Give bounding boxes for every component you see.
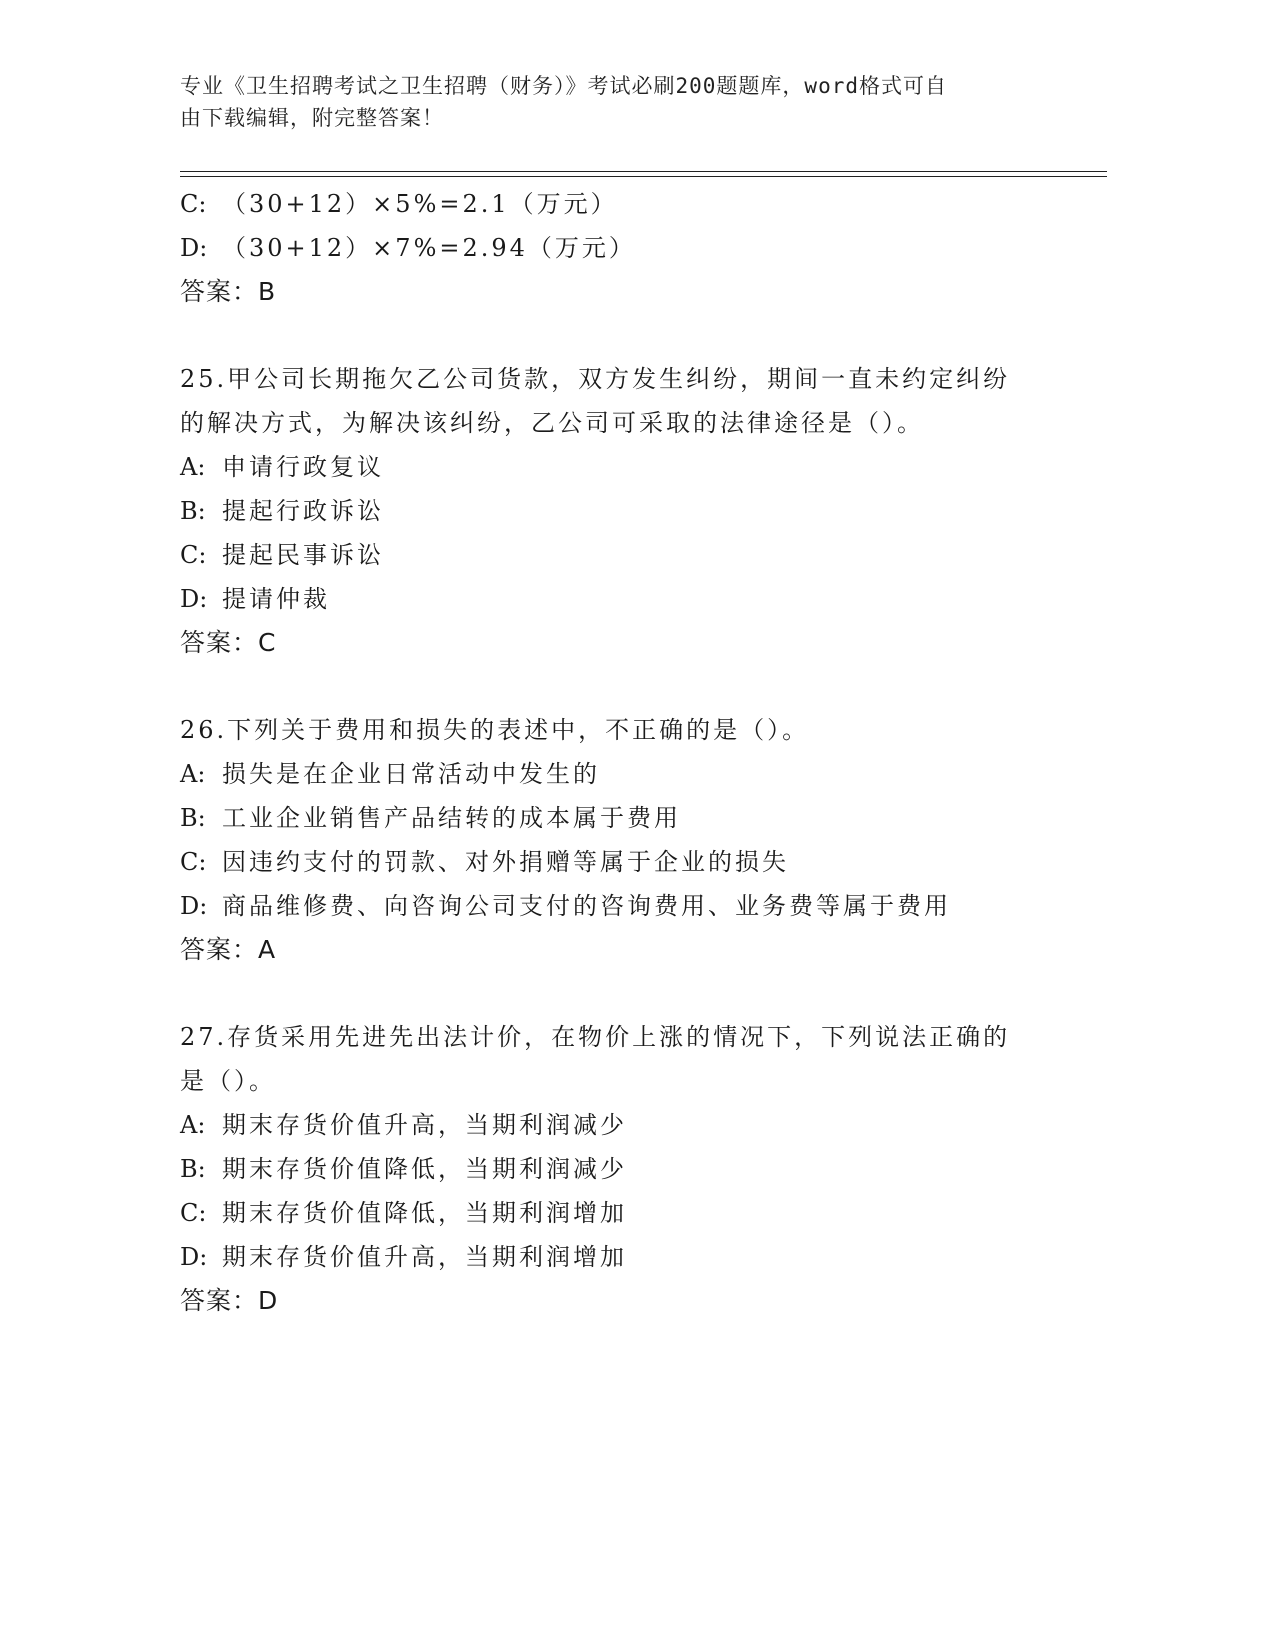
option-letter: D: (180, 585, 208, 613)
option-d (180, 226, 1060, 270)
option-text: 损失是在企业日常活动中发生的 (222, 760, 600, 788)
question-stem-line-2: 的解决方式，为解决该纠纷，乙公司可采取的法律途径是（）。 (180, 409, 924, 437)
question-27 (180, 1015, 1060, 1323)
option-text: 因违约支付的罚款、对外捐赠等属于企业的损失 (222, 848, 789, 876)
option-text: 期末存货价值升高，当期利润减少 (222, 1111, 627, 1139)
option-d (180, 884, 1060, 928)
document-header (180, 70, 1040, 134)
option-a (180, 445, 1060, 489)
option-a (180, 752, 1060, 796)
question-stem-line-1: 27.存货采用先进先出法计价，在物价上涨的情况下，下列说法正确的 (180, 1023, 1011, 1051)
option-letter: B: (180, 497, 206, 525)
option-a (180, 1103, 1060, 1147)
option-letter: D: (180, 892, 208, 920)
option-text: 申请行政复议 (222, 453, 384, 481)
option-b (180, 489, 1060, 533)
header-divider-top (180, 171, 1107, 172)
option-letter: C: (180, 1199, 207, 1227)
option-c (180, 1191, 1060, 1235)
question-content (180, 182, 1060, 1323)
option-d (180, 1235, 1060, 1279)
option-text: （30+12）×5%=2.1（万元） (222, 190, 618, 218)
option-c (180, 182, 1060, 226)
header-line-1: 专业《卫生招聘考试之卫生招聘（财务）》考试必刷200题题库，word格式可自 (180, 74, 947, 98)
option-text: （30+12）×7%=2.94（万元） (222, 234, 636, 262)
option-c (180, 533, 1060, 577)
option-b (180, 1147, 1060, 1191)
option-text: 商品维修费、向咨询公司支付的咨询费用、业务费等属于费用 (222, 892, 951, 920)
question-26 (180, 708, 1060, 972)
option-letter: B: (180, 804, 206, 832)
option-text: 期末存货价值升高，当期利润增加 (222, 1243, 627, 1271)
option-c (180, 840, 1060, 884)
option-text: 期末存货价值降低，当期利润减少 (222, 1155, 627, 1183)
previous-question-tail (180, 182, 1060, 314)
option-letter: D: (180, 234, 208, 262)
option-letter: D: (180, 1243, 208, 1271)
option-letter: C: (180, 541, 207, 569)
option-letter: A: (180, 760, 206, 788)
option-letter: B: (180, 1155, 206, 1183)
header-divider-bottom (180, 176, 1107, 177)
question-stem-line-2: 是（）。 (180, 1067, 276, 1095)
question-25 (180, 357, 1060, 665)
option-d (180, 577, 1060, 621)
option-b (180, 796, 1060, 840)
answer-line: 答案：D (180, 1286, 279, 1315)
option-text: 提起行政诉讼 (222, 497, 384, 525)
question-stem-line-1: 26.下列关于费用和损失的表述中，不正确的是（）。 (180, 716, 810, 744)
option-text: 提起民事诉讼 (222, 541, 384, 569)
option-letter: A: (180, 453, 206, 481)
option-letter: C: (180, 848, 207, 876)
question-stem-line-1: 25.甲公司长期拖欠乙公司货款，双方发生纠纷，期间一直未约定纠纷 (180, 365, 1011, 393)
answer-line: 答案：B (180, 277, 277, 306)
option-letter: A: (180, 1111, 206, 1139)
answer-line: 答案：A (180, 935, 277, 964)
option-text: 工业企业销售产品结转的成本属于费用 (222, 804, 681, 832)
answer-line: 答案：C (180, 628, 277, 657)
option-text: 提请仲裁 (222, 585, 330, 613)
option-letter: C: (180, 190, 207, 218)
header-line-2: 由下载编辑，附完整答案！ (180, 106, 444, 130)
option-text: 期末存货价值降低，当期利润增加 (222, 1199, 627, 1227)
